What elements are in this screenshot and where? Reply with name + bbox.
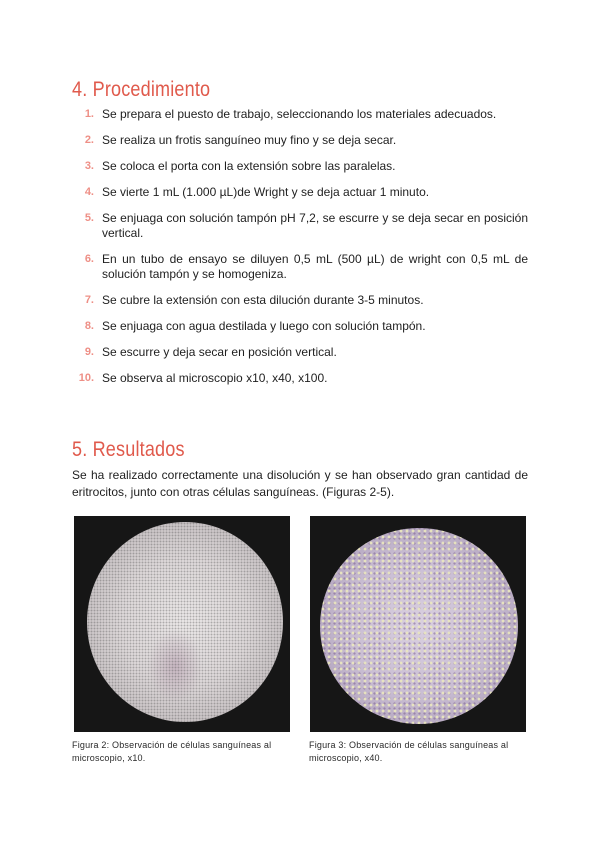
procedure-step xyxy=(72,345,528,360)
step-number: 7. xyxy=(84,294,94,306)
procedure-step xyxy=(72,319,528,334)
procedure-step xyxy=(72,107,528,122)
step-text: Se cubre la extensión con esta dilución durante 3-5 minutos. xyxy=(102,293,424,307)
step-number: 1. xyxy=(84,108,94,120)
procedure-step xyxy=(72,185,528,200)
figure-2-microscope-image xyxy=(74,516,290,732)
step-text: Se prepara el puesto de trabajo, seleccionando los materiales adecuados. xyxy=(102,107,497,121)
step-text: En un tubo de ensayo se diluyen 0,5 mL (500 µL) de wright con 0,5 mL de solución tampón y se homogeniza. xyxy=(102,252,528,281)
section-4-title: 4. Procedimiento xyxy=(72,78,211,101)
step-number: 2. xyxy=(84,134,94,146)
procedure-step xyxy=(72,371,528,386)
procedure-step xyxy=(72,211,528,241)
figure-3-microscope-image xyxy=(310,516,526,732)
procedure-step xyxy=(72,159,528,174)
step-text: Se realiza un frotis sanguíneo muy fino y se deja secar. xyxy=(102,133,397,147)
section-5-title: 5. Resultados xyxy=(72,438,185,461)
microscope-field-x10 xyxy=(87,522,283,722)
step-text: Se escurre y deja secar en posición vertical. xyxy=(102,345,337,359)
results-paragraph: Se ha realizado correctamente una disolución y se han observado gran cantidad de eritrocitos, junto con otras células sanguíneas. (Figuras 2-5). xyxy=(72,468,528,499)
procedure-step xyxy=(72,252,528,282)
procedure-step xyxy=(72,133,528,148)
step-text: Se observa al microscopio x10, x40, x100. xyxy=(102,371,328,385)
step-number: 6. xyxy=(84,253,94,265)
step-text: Se enjuaga con solución tampón pH 7,2, se escurre y se deja secar en posición vertical. xyxy=(102,211,528,240)
step-text: Se enjuaga con agua destilada y luego con solución tampón. xyxy=(102,319,426,333)
step-text: Se coloca el porta con la extensión sobre las paralelas. xyxy=(102,159,396,173)
microscope-field-x40 xyxy=(320,528,518,724)
procedure-step xyxy=(72,293,528,308)
figure-2-caption: Figura 2: Observación de células sanguíneas al microscopio, x10. xyxy=(72,740,272,763)
step-number: 9. xyxy=(84,346,94,358)
step-number: 3. xyxy=(84,160,94,172)
procedure-steps-list xyxy=(72,107,528,397)
step-number: 5. xyxy=(84,212,94,224)
step-number: 4. xyxy=(84,186,94,198)
step-number: 10. xyxy=(78,372,94,384)
step-text: Se vierte 1 mL (1.000 µL)de Wright y se deja actuar 1 minuto. xyxy=(102,185,430,199)
figure-3-caption: Figura 3: Observación de células sanguíneas al microscopio, x40. xyxy=(309,740,509,763)
step-number: 8. xyxy=(84,320,94,332)
